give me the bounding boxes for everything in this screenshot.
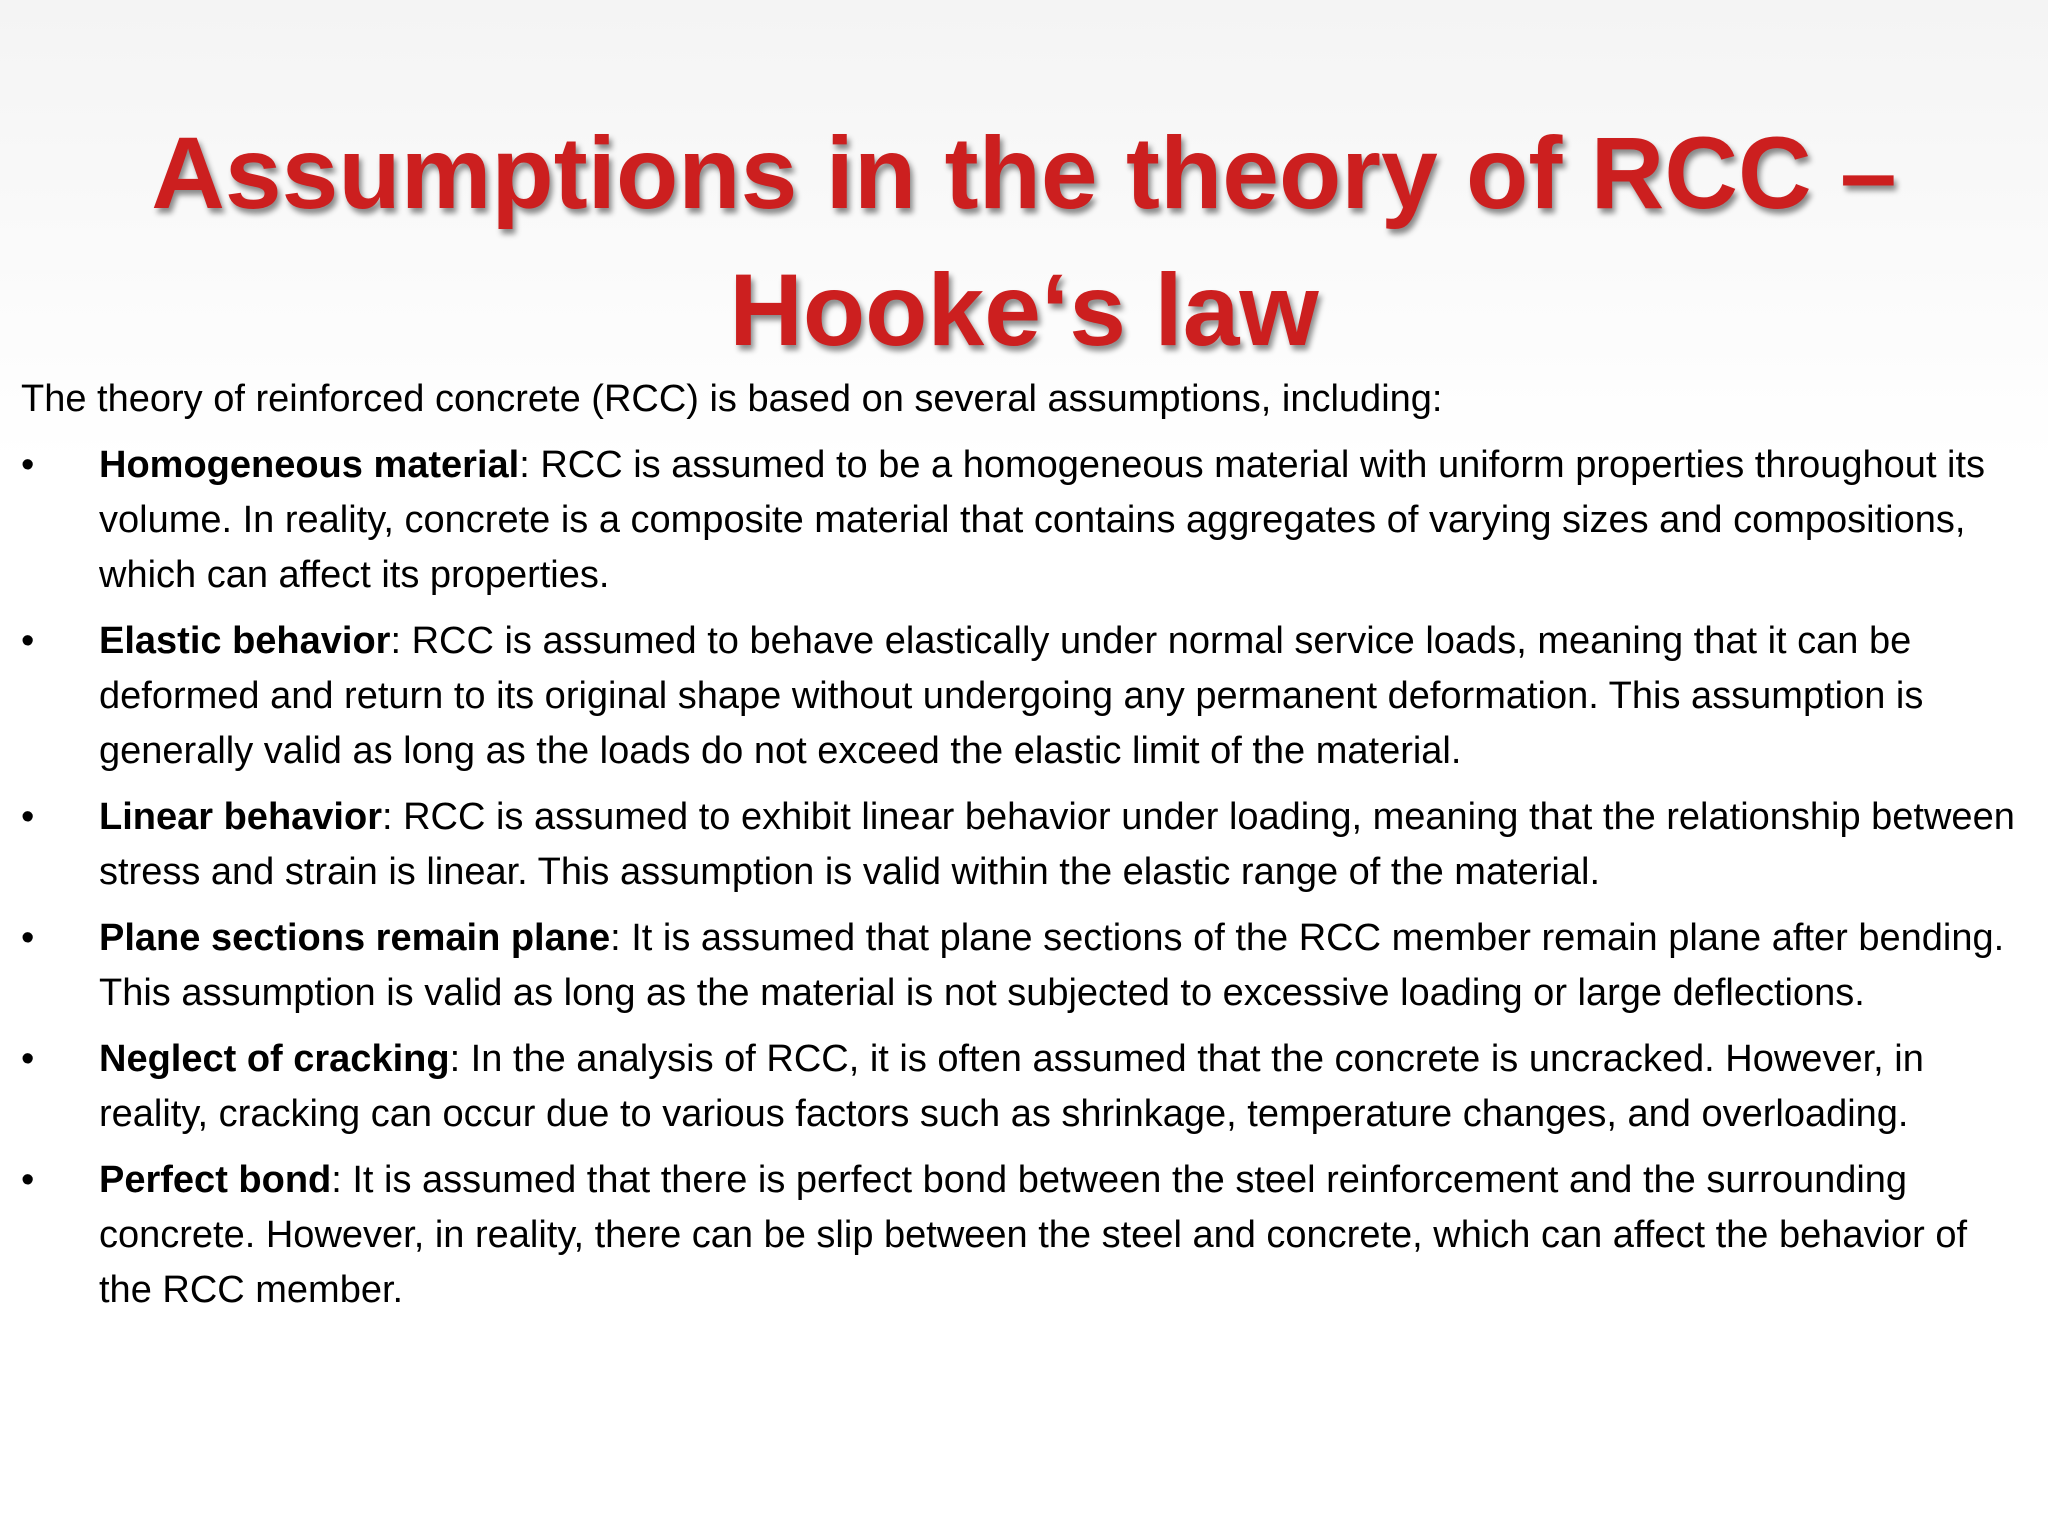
bullet-icon: • [21, 1038, 35, 1080]
item-text: : RCC is assumed to exhibit linear behavior under loading, meaning that the relationship between stress and strain is linear. This assumption is valid within the elastic range of the material. [99, 796, 2015, 893]
list-item-homogeneous-material [21, 438, 2021, 603]
item-term: Perfect bond [99, 1159, 332, 1201]
bullet-icon: • [21, 796, 35, 838]
item-term: Elastic behavior [99, 620, 391, 662]
bullet-icon: • [21, 917, 35, 959]
item-text: : RCC is assumed to be a homogeneous material with uniform properties throughout its volume. In reality, concrete is a composite material that contains aggregates of varying sizes and compositions, which can affect its properties. [99, 444, 1986, 596]
title-line-2: Hooke‘s law [729, 253, 1319, 367]
assumption-list [21, 438, 2021, 1329]
title-line-1: Assumptions in the theory of RCC – [151, 116, 1897, 230]
item-term: Homogeneous material [99, 444, 520, 486]
bullet-icon: • [21, 444, 35, 486]
list-item-elastic-behavior [21, 614, 2021, 779]
item-text: : RCC is assumed to behave elastically under normal service loads, meaning that it can be deformed and return to its original shape without undergoing any permanent deformation. This assumption is generally valid as long as the loads do not exceed the elastic limit of the material. [99, 620, 1924, 772]
item-term: Linear behavior [99, 796, 382, 838]
list-item-plane-sections [21, 911, 2021, 1021]
intro-text: The theory of reinforced concrete (RCC) is based on several assumptions, including: [21, 378, 1443, 420]
item-text: : It is assumed that there is perfect bond between the steel reinforcement and the surrounding concrete. However, in reality, there can be slip between the steel and concrete, which can affect the behavior of the RCC member. [99, 1159, 1968, 1311]
bullet-icon: • [21, 1159, 35, 1201]
item-term: Neglect of cracking [99, 1038, 450, 1080]
item-term: Plane sections remain plane [99, 917, 611, 959]
list-item-linear-behavior [21, 790, 2021, 900]
bullet-icon: • [21, 620, 35, 662]
slide-title [0, 105, 2048, 379]
item-text: : It is assumed that plane sections of the RCC member remain plane after bending. This assumption is valid as long as the material is not subjected to excessive loading or large deflections. [99, 917, 2005, 1014]
item-text: : In the analysis of RCC, it is often assumed that the concrete is uncracked. However, in reality, cracking can occur due to various factors such as shrinkage, temperature changes, and overloading. [99, 1038, 1924, 1135]
list-item-perfect-bond [21, 1153, 2021, 1318]
list-item-neglect-of-cracking [21, 1032, 2021, 1142]
